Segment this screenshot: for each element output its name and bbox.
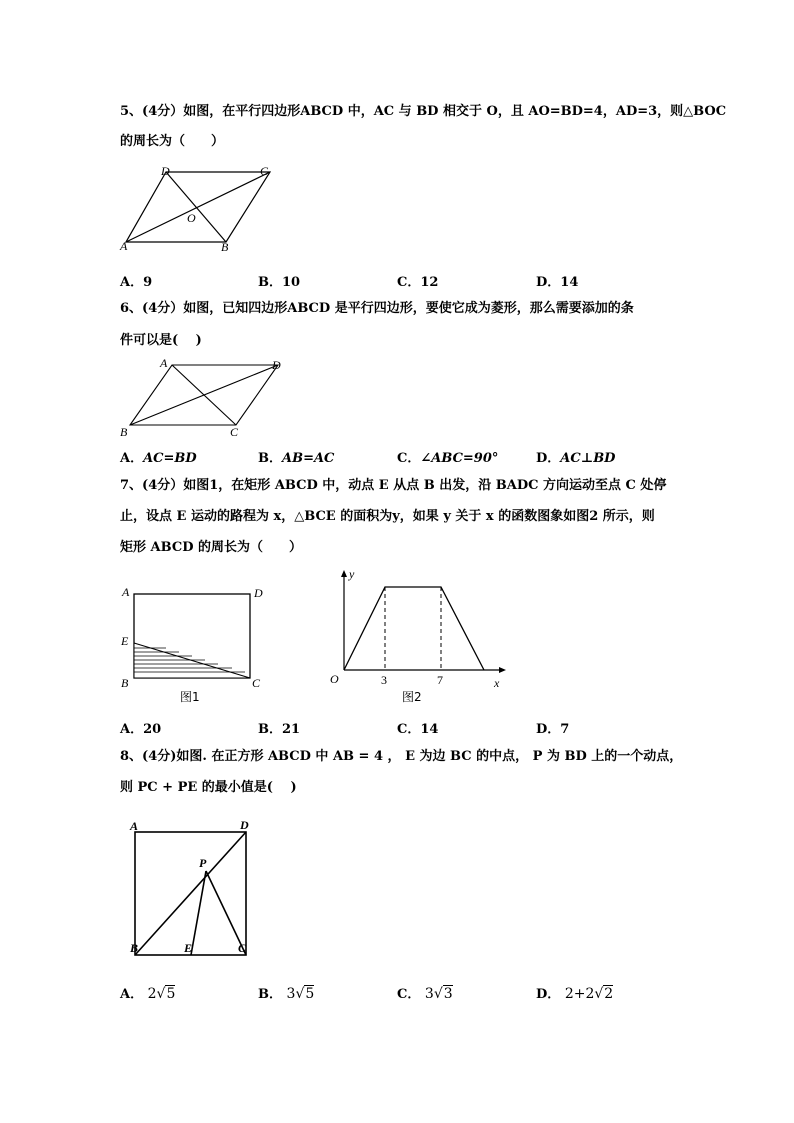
q7-fig1-label-B: B (121, 676, 129, 690)
q7-figure1 (118, 583, 278, 703)
q7-fig2-y-label: y (349, 567, 355, 581)
q7-option-a[interactable]: A．20 (120, 722, 162, 737)
q5-figure (118, 162, 278, 252)
q5-option-c[interactable]: C．12 (397, 275, 439, 290)
q6-figure (118, 358, 288, 438)
q7-line2: 止，设点 E 运动的路程为 x，△BCE 的面积为y，如果 y 关于 x 的函数图象如图2 所示，则 (120, 509, 655, 524)
q5-line2: 的周长为（ ） (120, 134, 225, 149)
q6-label-B: B (120, 425, 128, 439)
q6-option-d[interactable]: D．AC⊥BD (536, 451, 616, 466)
q8-label-A: A (130, 819, 139, 833)
q7-figure2 (316, 566, 516, 706)
q7-fig1-label-A: A (122, 585, 130, 599)
q5-line1: 5、(4分）如图，在平行四边形ABCD 中，AC 与 BD 相交于 O，且 AO=BD=4，AD=3，则△BOC (120, 104, 727, 119)
q6-label-D: D (272, 358, 281, 372)
q5-option-d[interactable]: D．14 (536, 275, 579, 290)
q8-option-b[interactable]: B． 3√5 (258, 986, 315, 1002)
q7-option-b[interactable]: B．21 (258, 722, 301, 737)
q7-fig2-origin: O (330, 672, 339, 686)
q7-fig1-label-E: E (121, 634, 129, 648)
q5-label-B: B (221, 240, 229, 254)
q7-fig1-label-D: D (254, 586, 263, 600)
q6-line1: 6、(4分）如图，已知四边形ABCD 是平行四边形，要使它成为菱形，那么需要添加的条 (120, 301, 634, 316)
q8-figure (126, 816, 276, 956)
q6-label-A: A (160, 356, 168, 370)
q6-option-a[interactable]: A．AC=BD (120, 451, 197, 466)
q7-line3: 矩形 ABCD 的周长为（ ） (120, 540, 302, 555)
q5-option-b[interactable]: B．10 (258, 275, 301, 290)
q8-label-C: C (238, 941, 247, 955)
q5-label-D: D (161, 164, 170, 178)
q7-option-d[interactable]: D．7 (536, 722, 570, 737)
q7-fig2-x-label: x (494, 676, 500, 690)
q8-option-d[interactable]: D． 2+2√2 (536, 986, 614, 1002)
q6-label-C: C (230, 425, 239, 439)
q5-label-O: O (187, 211, 196, 225)
q8-option-c[interactable]: C． 3√3 (397, 986, 453, 1002)
q7-fig2-caption: 图2 (402, 690, 422, 704)
q7-fig1-label-C: C (252, 676, 261, 690)
q8-label-P: P (199, 856, 207, 870)
q6-option-b[interactable]: B．AB=AC (258, 451, 335, 466)
q5-label-C: C (260, 164, 269, 178)
q8-line2: 则 PC + PE 的最小值是( ) (120, 780, 297, 795)
q8-label-D: D (240, 818, 249, 832)
q5-label-A: A (120, 239, 128, 253)
q7-line1: 7、(4分）如图1，在矩形 ABCD 中，动点 E 从点 B 出发，沿 BADC 方向运动至点 C 处停 (120, 478, 667, 493)
q6-option-c[interactable]: C．∠ABC=90° (397, 451, 499, 466)
q5-option-a[interactable]: A．9 (120, 275, 153, 290)
q7-fig2-tick-3: 3 (381, 673, 387, 687)
q8-label-E: E (184, 941, 193, 955)
q7-fig2-tick-7: 7 (437, 673, 443, 687)
q7-option-c[interactable]: C．14 (397, 722, 439, 737)
q8-label-B: B (130, 941, 139, 955)
q6-line2: 件可以是( ) (120, 333, 202, 348)
q8-option-a[interactable]: A． 2√5 (120, 986, 176, 1002)
q8-line1: 8、(4分)如图. 在正方形 ABCD 中 AB = 4 ， E 为边 BC 的中点， P 为 BD 上的一个动点， (120, 749, 683, 764)
q7-fig1-caption: 图1 (180, 690, 200, 704)
